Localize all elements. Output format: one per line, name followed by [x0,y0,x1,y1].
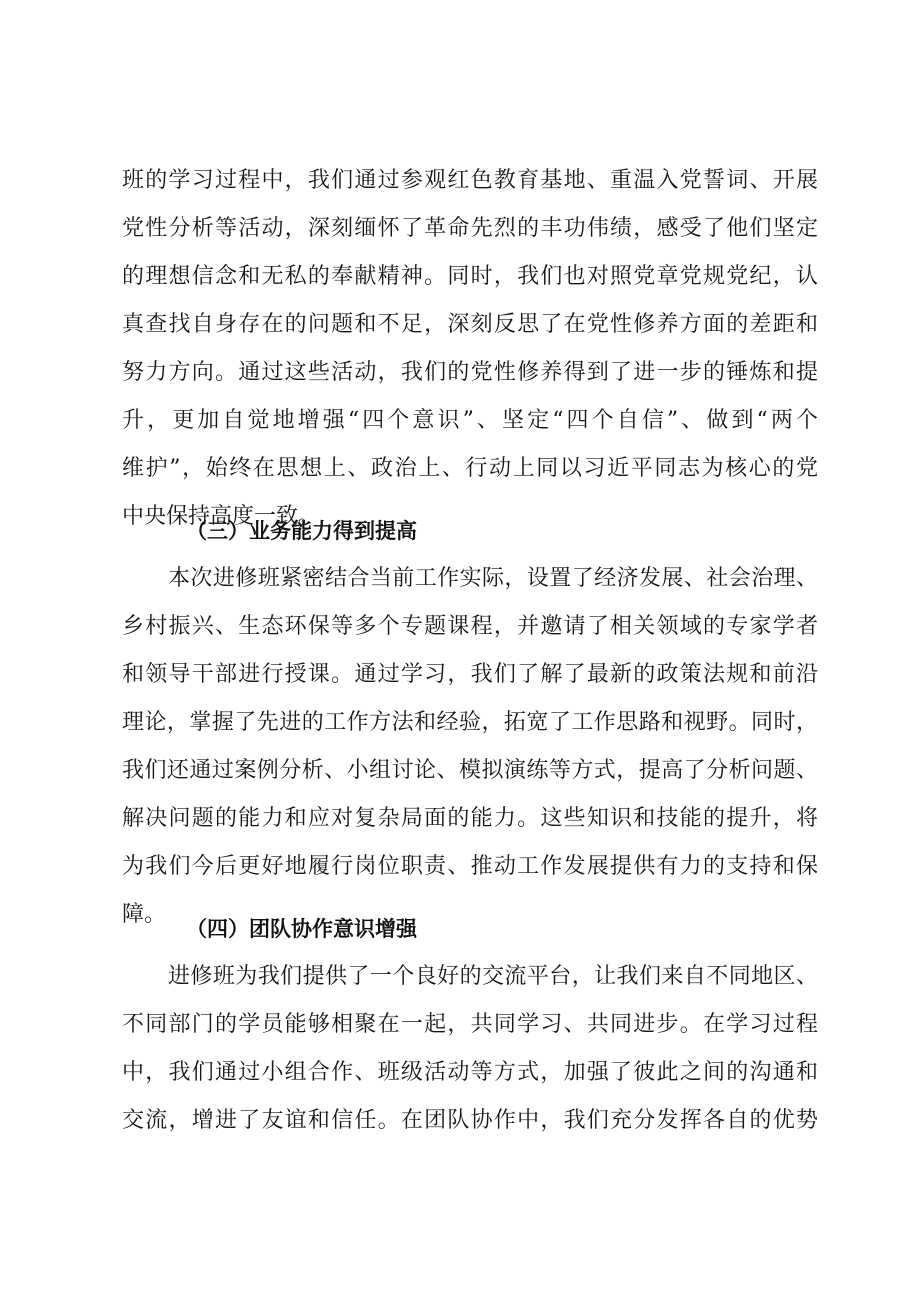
paragraph-line: 中，我们通过小组合作、班级活动等方式，加强了彼此之间的沟通和 [122,1060,818,1085]
paragraph-line: 为我们今后更好地履行岗位职责、推动工作发展提供有力的支持和保 [122,854,818,879]
paragraph-line: 党性分析等活动，深刻缅怀了革命先烈的丰功伟绩，感受了他们坚定 [122,216,818,241]
paragraph-line: 不同部门的学员能够相聚在一起，共同学习、共同进步。在学习过程 [122,1012,818,1037]
paragraph-line: 理论，掌握了先进的工作方法和经验，拓宽了工作思路和视野。同时， [122,710,818,735]
paragraph-line: 乡村振兴、生态环保等多个专题课程，并邀请了相关领域的专家学者 [122,614,818,639]
paragraph-line: 的理想信念和无私的奉献精神。同时，我们也对照党章党规党纪，认 [122,264,818,289]
section-heading-3: （三）业务能力得到提高 [186,519,417,543]
paragraph-line: 障。 [122,902,167,927]
paragraph-line: 我们还通过案例分析、小组讨论、模拟演练等方式，提高了分析问题、 [122,758,818,783]
paragraph-line: 维护”，始终在思想上、政治上、行动上同以习近平同志为核心的党 [122,456,818,481]
paragraph-line: 和领导干部进行授课。通过学习，我们了解了最新的政策法规和前沿 [122,662,818,687]
paragraph-line: 真查找自身存在的问题和不足，深刻反思了在党性修养方面的差距和 [122,312,818,337]
paragraph-line: 本次进修班紧密结合当前工作实际，设置了经济发展、社会治理、 [168,566,818,591]
paragraph-line: 中央保持高度一致。 [122,504,321,529]
paragraph-line: 进修班为我们提供了一个良好的交流平台，让我们来自不同地区、 [168,964,818,989]
paragraph-line: 解决问题的能力和应对复杂局面的能力。这些知识和技能的提升，将 [122,806,818,831]
paragraph-line: 交流，增进了友谊和信任。在团队协作中，我们充分发挥各自的优势 [122,1108,818,1133]
paragraph-line: 升，更加自觉地增强“四个意识”、坚定“四个自信”、做到“两个 [122,408,818,433]
section-heading-4: （四）团队协作意识增强 [186,917,417,941]
paragraph-line: 努力方向。通过这些活动，我们的党性修养得到了进一步的锤炼和提 [122,360,818,385]
paragraph-line: 班的学习过程中，我们通过参观红色教育基地、重温入党誓词、开展 [122,168,818,193]
